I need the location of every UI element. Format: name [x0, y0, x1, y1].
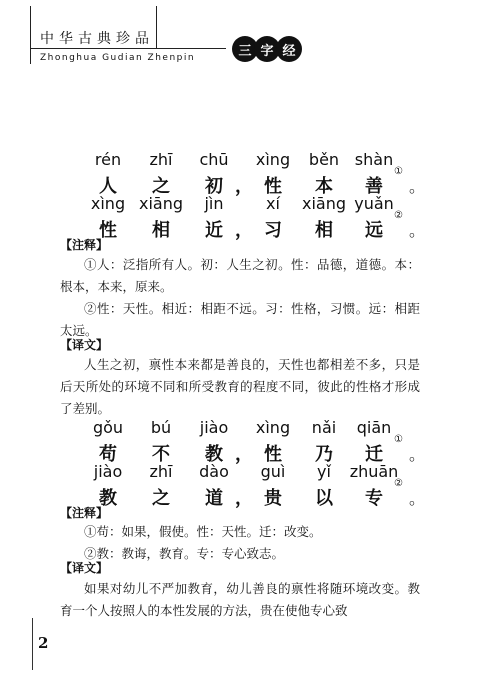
pinyin: xiāng [138, 194, 184, 213]
hanzi: 专 [365, 488, 383, 509]
pinyin: gǒu [92, 418, 124, 437]
hanzi: 远 [365, 220, 383, 241]
series-title: 中华古典珍品 [40, 31, 154, 47]
note-item: ②教：教诲，教育。专：专心致志。 [84, 546, 285, 561]
comma: ， [235, 176, 253, 197]
pinyin: chū [199, 150, 229, 169]
hanzi: 相 [315, 220, 333, 241]
hanzi: 教 [99, 488, 117, 509]
hanzi: 人 [99, 176, 117, 197]
header-rule-vertical [30, 6, 31, 64]
hanzi: 近 [205, 220, 223, 241]
pinyin: yuǎn [354, 194, 394, 213]
pinyin: zhuān [349, 462, 399, 481]
pinyin: xí [266, 194, 280, 213]
notes-heading [60, 236, 108, 253]
hanzi: 本 [315, 176, 333, 197]
pinyin: zhī [149, 462, 173, 481]
pinyin: qiān [356, 418, 392, 437]
margin-rule [32, 618, 33, 670]
hanzi: 习 [264, 220, 282, 241]
hanzi: 性 [99, 220, 117, 241]
pinyin: xìng [255, 150, 291, 169]
translation-heading [60, 336, 108, 353]
note-item: ②性：天性。相近：相距不远。习：性格，习惯。远：相距太远。 [60, 301, 420, 338]
hanzi: 初 [205, 176, 223, 197]
pinyin: dào [199, 462, 229, 481]
comma: ， [235, 488, 253, 509]
footnote-marker: ① [394, 434, 403, 445]
hanzi: 贵 [264, 488, 282, 509]
pinyin: běn [308, 150, 340, 169]
pinyin: xìng [90, 194, 126, 213]
hanzi: 不 [152, 444, 170, 465]
translation-heading-label: 【译文】 [60, 561, 109, 575]
pinyin: xiāng [301, 194, 347, 213]
series-subtitle: Zhonghua Gudian Zhenpin [40, 53, 196, 63]
pinyin: jìn [204, 194, 224, 213]
period: 。 [409, 445, 426, 464]
note-item: ①人：泛指所有人。初：人生之初。性：品德，道德。本：根本，本来，原来。 [60, 257, 420, 294]
page-number: 2 [38, 634, 49, 652]
hanzi: 性 [264, 176, 282, 197]
hanzi: 性 [264, 444, 282, 465]
comma: ， [235, 444, 253, 465]
notes-heading-label: 【注释】 [60, 238, 109, 252]
header-rule-horizontal [30, 48, 226, 49]
notes-body [60, 521, 420, 565]
pinyin: guì [260, 462, 286, 481]
pinyin: rén [94, 150, 122, 169]
pinyin: jiào [199, 418, 229, 437]
period: 。 [409, 177, 426, 196]
pinyin: xìng [255, 418, 291, 437]
period: 。 [409, 489, 426, 508]
badge-char: 字 [254, 36, 280, 62]
header-rule-vertical [156, 6, 157, 48]
hanzi: 道 [205, 488, 223, 509]
translation-text: 人生之初，禀性本来都是善良的，天性也都相差不多，只是后天所处的环境不同和所受教育的程度不同，彼此的性格才形成了差别。 [60, 357, 420, 416]
book-badge [232, 36, 298, 62]
hanzi: 之 [152, 176, 170, 197]
pinyin: zhī [149, 150, 173, 169]
pinyin: jiào [93, 462, 123, 481]
translation-text: 如果对幼儿不严加教育，幼儿善良的禀性将随环境改变。教育一个人按照人的本性发展的方法，贵在使他专心致 [60, 581, 420, 618]
pinyin: yǐ [317, 462, 331, 481]
translation-body [60, 354, 420, 420]
pinyin: bú [150, 418, 172, 437]
comma: ， [235, 220, 253, 241]
translation-body [60, 578, 420, 622]
hanzi: 之 [152, 488, 170, 509]
hanzi: 以 [315, 488, 333, 509]
footnote-marker: ② [394, 478, 403, 489]
hanzi: 善 [365, 176, 383, 197]
pinyin: shàn [354, 150, 394, 169]
hanzi: 相 [152, 220, 170, 241]
pinyin: nǎi [311, 418, 337, 437]
note-item: ①苟：如果，假使。性：天性。迁：改变。 [84, 524, 322, 539]
notes-body [60, 254, 420, 342]
hanzi: 苟 [99, 444, 117, 465]
translation-heading-label: 【译文】 [60, 338, 109, 352]
hanzi: 乃 [315, 444, 333, 465]
footnote-marker: ① [394, 166, 403, 177]
period: 。 [409, 221, 426, 240]
badge-char: 三 [232, 36, 258, 62]
footnote-marker: ② [394, 210, 403, 221]
translation-heading [60, 559, 108, 576]
hanzi: 教 [205, 444, 223, 465]
notes-heading [60, 504, 108, 521]
hanzi: 迁 [365, 444, 383, 465]
badge-char: 经 [276, 36, 302, 62]
notes-heading-label: 【注释】 [60, 506, 109, 520]
